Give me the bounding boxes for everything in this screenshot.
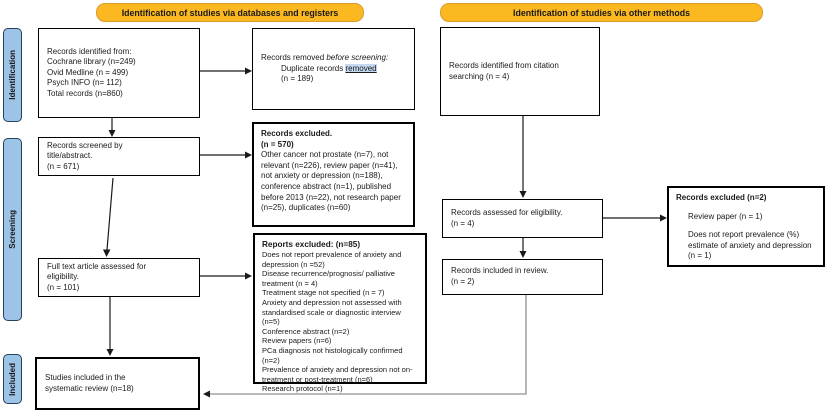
records-identified-line: Cochrane library (n=249) xyxy=(47,57,136,67)
stage-included-label: Included xyxy=(8,362,17,396)
records-excluded-2-title: Records excluded (n=2) xyxy=(676,193,767,202)
fulltext-count: (n = 101) xyxy=(47,282,80,292)
stage-screening xyxy=(3,138,22,321)
reports-excluded-item: PCa diagnosis not histologically confirmed (n=2) xyxy=(262,345,403,365)
reports-excluded-item: Anxiety and depression not assessed with standardised scale or diagnostic interview (n=5) xyxy=(262,297,402,327)
box-studies-included xyxy=(35,357,200,410)
stage-screening-label: Screening xyxy=(8,210,17,249)
arrow-identified-to-screened xyxy=(109,118,116,137)
citation-searching-line2: searching (n = 4) xyxy=(449,71,510,81)
records-excluded-570-body: Other cancer not prostate (n=7), not relevant (n=226), review paper (n=41), not anxiety or depression (n=188), conference abstract (n=1), published before 2013 (n=22), not research paper (n=25), duplicates (n=60) xyxy=(261,150,401,213)
records-excluded-2-item2: Does not report prevalence (%) estimate of anxiety and depression (n = 1) xyxy=(688,230,812,261)
arrow-citation-to-assessed xyxy=(520,116,527,198)
arrow-screened-to-excluded xyxy=(200,152,252,159)
box-fulltext-assessed xyxy=(38,258,200,297)
reports-excluded-item: Treatment stage not specified (n = 7) xyxy=(262,288,385,298)
box-records-assessed xyxy=(442,199,603,238)
records-included-review-line1: Records included in review. xyxy=(451,266,549,276)
records-included-review-count: (n = 2) xyxy=(451,277,475,286)
reports-excluded-item: Review papers (n=6) xyxy=(262,336,332,346)
box-records-excluded-2 xyxy=(667,186,825,267)
box-records-removed xyxy=(252,28,415,110)
box-records-excluded-570 xyxy=(252,122,415,227)
arrow-screened-to-fulltext xyxy=(103,178,113,257)
citation-searching-line1: Records identified from citation xyxy=(449,60,559,70)
reports-excluded-85-title: Reports excluded: (n=85) xyxy=(262,240,361,249)
stage-included xyxy=(3,354,22,404)
arrow-fulltext-to-studies-included xyxy=(107,297,114,356)
arrow-assessed-to-included-review xyxy=(520,238,527,258)
records-screened-count: (n = 671) xyxy=(47,161,80,171)
studies-included-line1: Studies included in the xyxy=(45,372,126,382)
records-screened-line1: Records screened by xyxy=(47,140,123,150)
duplicate-records-line: Duplicate records removed xyxy=(281,63,377,73)
reports-excluded-item: Research protocol (n=1) xyxy=(262,384,343,394)
records-assessed-count: (n = 4) xyxy=(451,218,475,228)
arrow-assessed-to-excluded2 xyxy=(603,215,667,222)
records-removed-heading: Records removed before screening: xyxy=(261,53,389,63)
stage-identification xyxy=(3,28,22,122)
records-screened-line2: title/abstract. xyxy=(47,151,93,161)
box-records-identified xyxy=(38,28,200,118)
fulltext-line1: Full text article assessed for xyxy=(47,261,147,271)
box-reports-excluded-85 xyxy=(253,233,427,394)
records-removed-italic: before screening xyxy=(326,53,386,63)
duplicate-records-count: (n = 189) xyxy=(281,74,314,84)
header-databases-registers: Identification of studies via databases and registers xyxy=(96,3,364,22)
reports-excluded-item: Conference abstract (n=2) xyxy=(262,326,350,336)
studies-included-line2: systematic review (n=18) xyxy=(45,383,134,393)
records-excluded-2-item1: Review paper (n = 1) xyxy=(688,211,763,221)
fulltext-line2: eligibility. xyxy=(47,272,79,282)
box-records-screened xyxy=(38,137,200,176)
removed-highlighted-word: removed xyxy=(345,63,377,73)
arrow-identified-to-removed xyxy=(200,68,252,75)
reports-excluded-item: Does not report prevalence of anxiety and depression (n =52) xyxy=(262,250,402,269)
records-excluded-570-title2: (n = 570) xyxy=(261,139,294,149)
records-assessed-line1: Records assessed for eligibility. xyxy=(451,207,563,217)
stage-identification-label: Identification xyxy=(8,50,17,100)
box-citation-searching xyxy=(440,27,600,116)
records-identified-line: Records identified from: xyxy=(47,46,132,56)
arrow-fulltext-to-reports-excluded xyxy=(200,273,252,280)
reports-excluded-item: Prevalence of anxiety and depression not on-treatment or post-treatment (n=6) xyxy=(262,365,413,384)
records-identified-line: Ovid Medline (n = 499) xyxy=(47,67,129,77)
records-excluded-570-title1: Records excluded. xyxy=(261,129,333,138)
records-identified-line: Psych INFO (n= 112) xyxy=(47,78,122,88)
reports-excluded-item: Disease recurrence/prognosis/ palliative treatment (n = 4) xyxy=(262,269,395,288)
header-other-methods: Identification of studies via other methods xyxy=(440,3,763,22)
records-identified-line: Total records (n=860) xyxy=(47,88,123,98)
box-records-included-review xyxy=(442,259,603,295)
